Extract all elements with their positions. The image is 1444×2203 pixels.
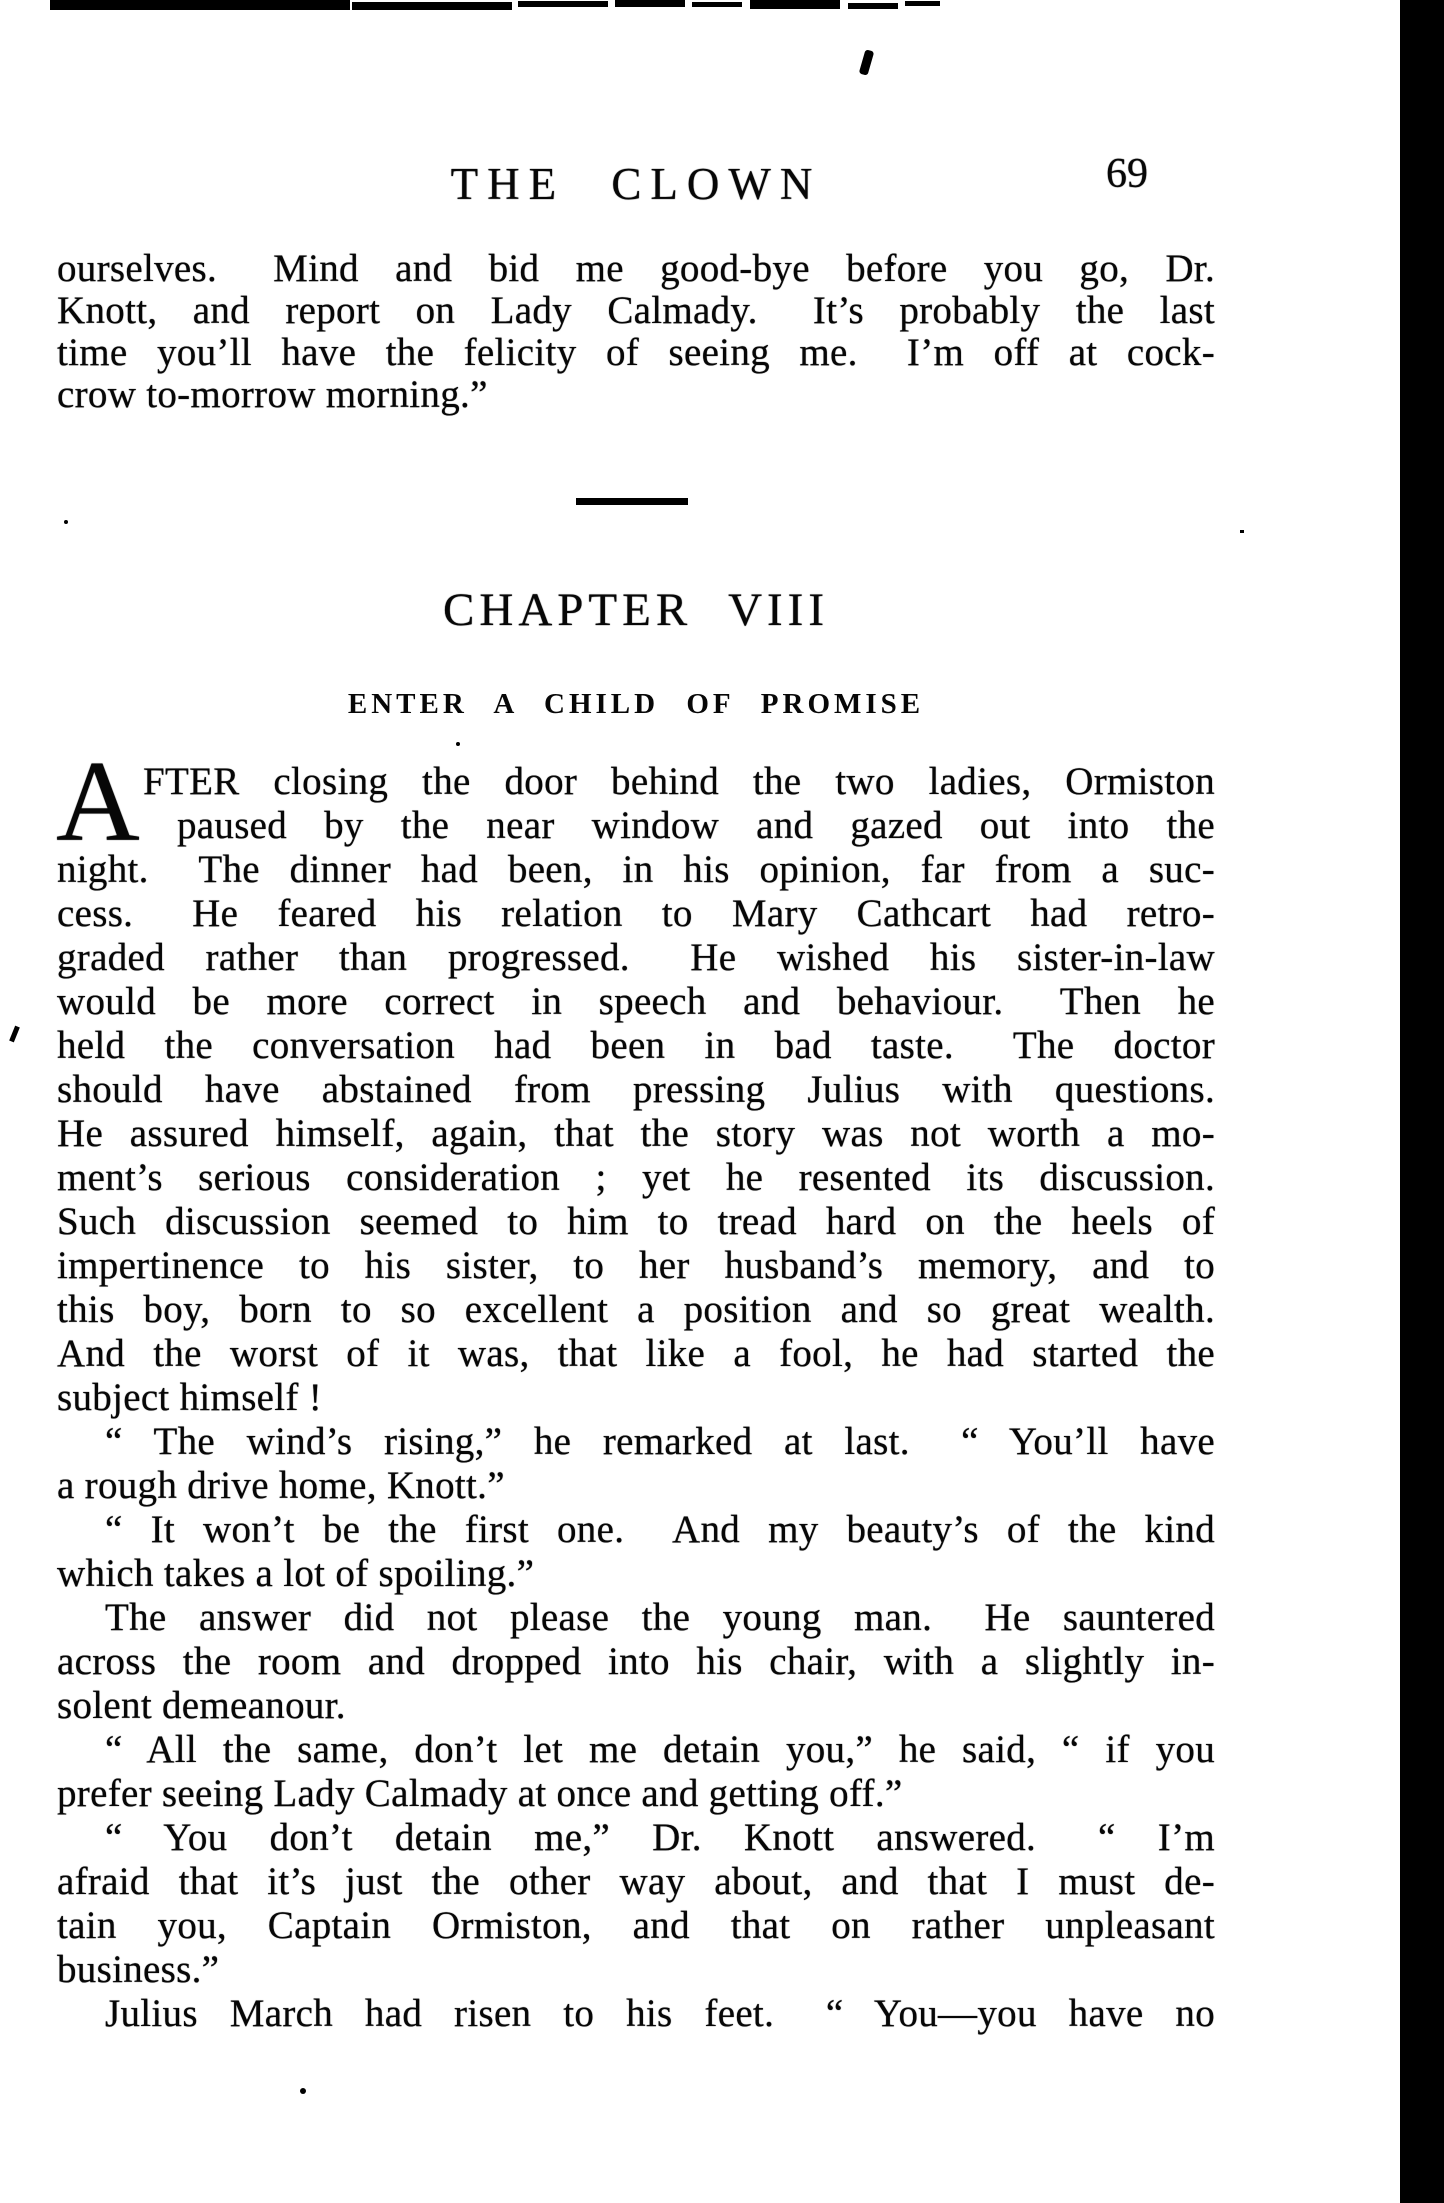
scan-artifact	[692, 2, 742, 7]
text-line: graded rather than progressed. He wished his sister-in-law	[57, 936, 1215, 979]
body-text	[57, 760, 1215, 2036]
scan-artifact	[615, 0, 685, 7]
chapter-heading: CHAPTER VIII	[443, 584, 829, 636]
text-line: Julius March had risen to his feet. “ You—you have no	[105, 1992, 1215, 2035]
text-line: which takes a lot of spoiling.”	[57, 1552, 535, 1595]
text-line: this boy, born to so excellent a position and so great wealth.	[57, 1288, 1215, 1331]
scan-artifact	[300, 2088, 306, 2094]
section-divider-rule	[576, 498, 688, 505]
text-line: across the room and dropped into his chair, with a slightly in-	[57, 1640, 1215, 1683]
text-line: tain you, Captain Ormiston, and that on rather unpleasant	[57, 1904, 1215, 1947]
text-line: impertinence to his sister, to her husband’s memory, and to	[57, 1244, 1215, 1287]
text-line: ourselves. Mind and bid me good-bye before you go, Dr.	[57, 247, 1215, 290]
scan-artifact	[1240, 530, 1244, 533]
text-line: cess. He feared his relation to Mary Cathcart had retro-	[57, 892, 1215, 935]
scan-artifact	[456, 742, 460, 746]
text-line: ment’s serious consideration ; yet he resented its discussion.	[57, 1156, 1215, 1199]
text-line: subject himself !	[57, 1376, 323, 1419]
text-line: He assured himself, again, that the story was not worth a mo-	[57, 1112, 1215, 1155]
text-line: Knott, and report on Lady Calmady. It’s probably the last	[57, 289, 1215, 332]
page-number: 69	[1106, 151, 1148, 197]
scan-artifact	[750, 0, 840, 9]
text-line: FTER closing the door behind the two ladies, Ormiston	[143, 760, 1215, 803]
text-line: held the conversation had been in bad taste. The doctor	[57, 1024, 1215, 1067]
text-line: time you’ll have the felicity of seeing me. I’m off at cock-	[57, 331, 1215, 374]
text-line: crow to-morrow morning.”	[57, 373, 488, 416]
text-line: should have abstained from pressing Julius with questions.	[57, 1068, 1215, 1111]
text-line: prefer seeing Lady Calmady at once and getting off.”	[57, 1772, 903, 1815]
text-line: solent demeanour.	[57, 1684, 346, 1727]
opening-paragraph	[57, 248, 1215, 416]
scan-artifact	[352, 2, 512, 10]
text-line: afraid that it’s just the other way about, and that I must de-	[57, 1860, 1215, 1903]
scan-artifact	[905, 1, 940, 6]
text-line: would be more correct in speech and behaviour. Then he	[57, 980, 1215, 1023]
running-head-title: THE CLOWN	[450, 159, 822, 209]
text-line: The answer did not please the young man. He sauntered	[105, 1596, 1215, 1639]
text-line: night. The dinner had been, in his opinion, far from a suc-	[57, 848, 1215, 891]
text-line: “ It won’t be the first one. And my beauty’s of the kind	[105, 1508, 1215, 1551]
scan-edge-bar	[1400, 0, 1444, 2203]
text-line: And the worst of it was, that like a fool, he had started the	[57, 1332, 1215, 1375]
scan-artifact	[859, 49, 875, 76]
text-line: a rough drive home, Knott.”	[57, 1464, 505, 1507]
chapter-subheading: ENTER A CHILD OF PROMISE	[347, 688, 925, 720]
scan-artifact	[50, 0, 350, 10]
scan-artifact	[9, 1026, 20, 1043]
text-line: Such discussion seemed to him to tread hard on the heels of	[57, 1200, 1215, 1243]
text-line: “ All the same, don’t let me detain you,” he said, “ if you	[105, 1728, 1215, 1771]
text-line: “ You don’t detain me,” Dr. Knott answered. “ I’m	[105, 1816, 1215, 1859]
scan-artifact	[64, 520, 68, 524]
text-line: business.”	[57, 1948, 220, 1991]
scan-artifact	[848, 3, 898, 9]
text-line: paused by the near window and gazed out into the	[177, 804, 1215, 847]
scan-artifact	[518, 1, 608, 7]
drop-cap-letter: A	[56, 738, 140, 866]
text-line: “ The wind’s rising,” he remarked at last. “ You’ll have	[105, 1420, 1215, 1463]
